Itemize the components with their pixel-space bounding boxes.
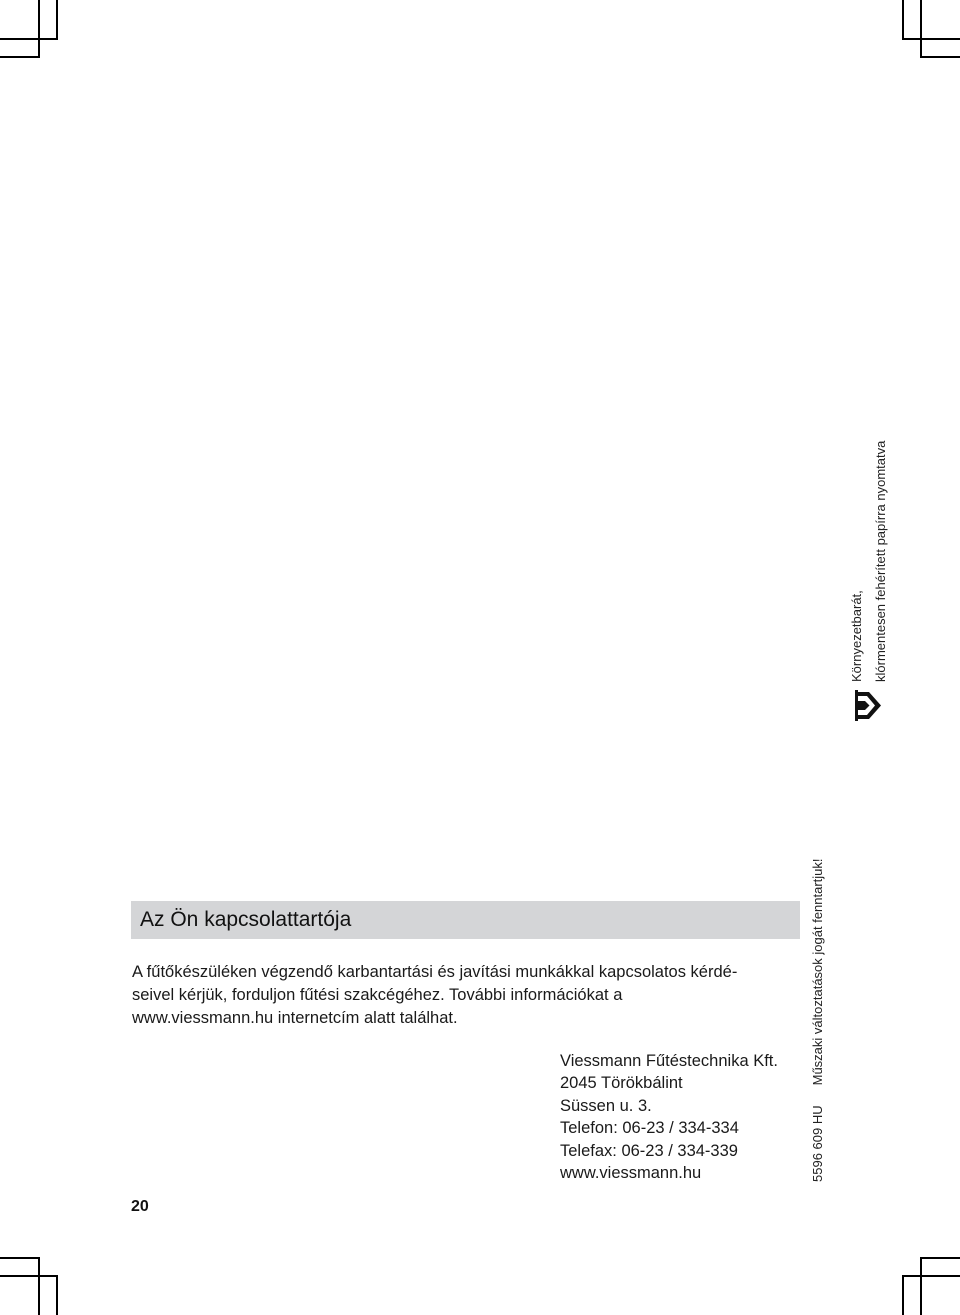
address-block bbox=[560, 1050, 778, 1184]
section-title: Az Ön kapcsolattartója bbox=[140, 908, 352, 931]
section-header bbox=[131, 901, 800, 939]
crop-mark bbox=[902, 1275, 960, 1277]
phone-number: Telefon: 06-23 / 334-334 bbox=[560, 1119, 739, 1138]
crop-mark bbox=[902, 1275, 904, 1315]
body-line: www.viessmann.hu internetcím alatt találhat. bbox=[132, 1009, 458, 1027]
address-city: 2045 Törökbálint bbox=[560, 1074, 683, 1093]
crop-mark bbox=[0, 56, 40, 58]
fax-number: Telefax: 06-23 / 334-339 bbox=[560, 1141, 738, 1160]
body-line: A fűtőkészüléken végzendő karbantartási és javítási munkákkal kapcsolatos kérdé- bbox=[132, 963, 738, 981]
viessmann-logo-icon bbox=[855, 690, 885, 721]
crop-mark bbox=[920, 56, 960, 58]
body-line: seivel kérjük, forduljon fűtési szakcégéhez. További információkat a bbox=[132, 986, 623, 1004]
crop-mark bbox=[0, 1275, 58, 1277]
body-paragraph bbox=[132, 961, 802, 1030]
crop-mark bbox=[38, 1257, 40, 1315]
crop-mark bbox=[56, 1275, 58, 1315]
website-link[interactable]: www.viessmann.hu bbox=[560, 1164, 702, 1183]
page-number: 20 bbox=[131, 1198, 149, 1215]
document-info bbox=[810, 858, 826, 1182]
address-street: Süssen u. 3. bbox=[560, 1096, 652, 1115]
crop-mark bbox=[920, 1257, 922, 1315]
crop-mark bbox=[902, 0, 904, 39]
environment-note-line2: klórmentesen fehérített papírra nyomtatva bbox=[873, 440, 888, 682]
crop-mark bbox=[56, 0, 58, 39]
document-number: 5596 609 HU bbox=[810, 1105, 825, 1182]
crop-mark bbox=[0, 1257, 40, 1259]
crop-mark bbox=[902, 38, 960, 40]
crop-mark bbox=[920, 0, 922, 57]
crop-mark bbox=[0, 38, 58, 40]
crop-mark bbox=[920, 1257, 960, 1259]
environment-note-line1: Környezetbarát, bbox=[849, 590, 864, 682]
rights-notice: Műszaki változtatások jogát fenntartjuk! bbox=[810, 858, 825, 1086]
crop-mark bbox=[38, 0, 40, 57]
company-name: Viessmann Fűtéstechnika Kft. bbox=[560, 1052, 778, 1070]
